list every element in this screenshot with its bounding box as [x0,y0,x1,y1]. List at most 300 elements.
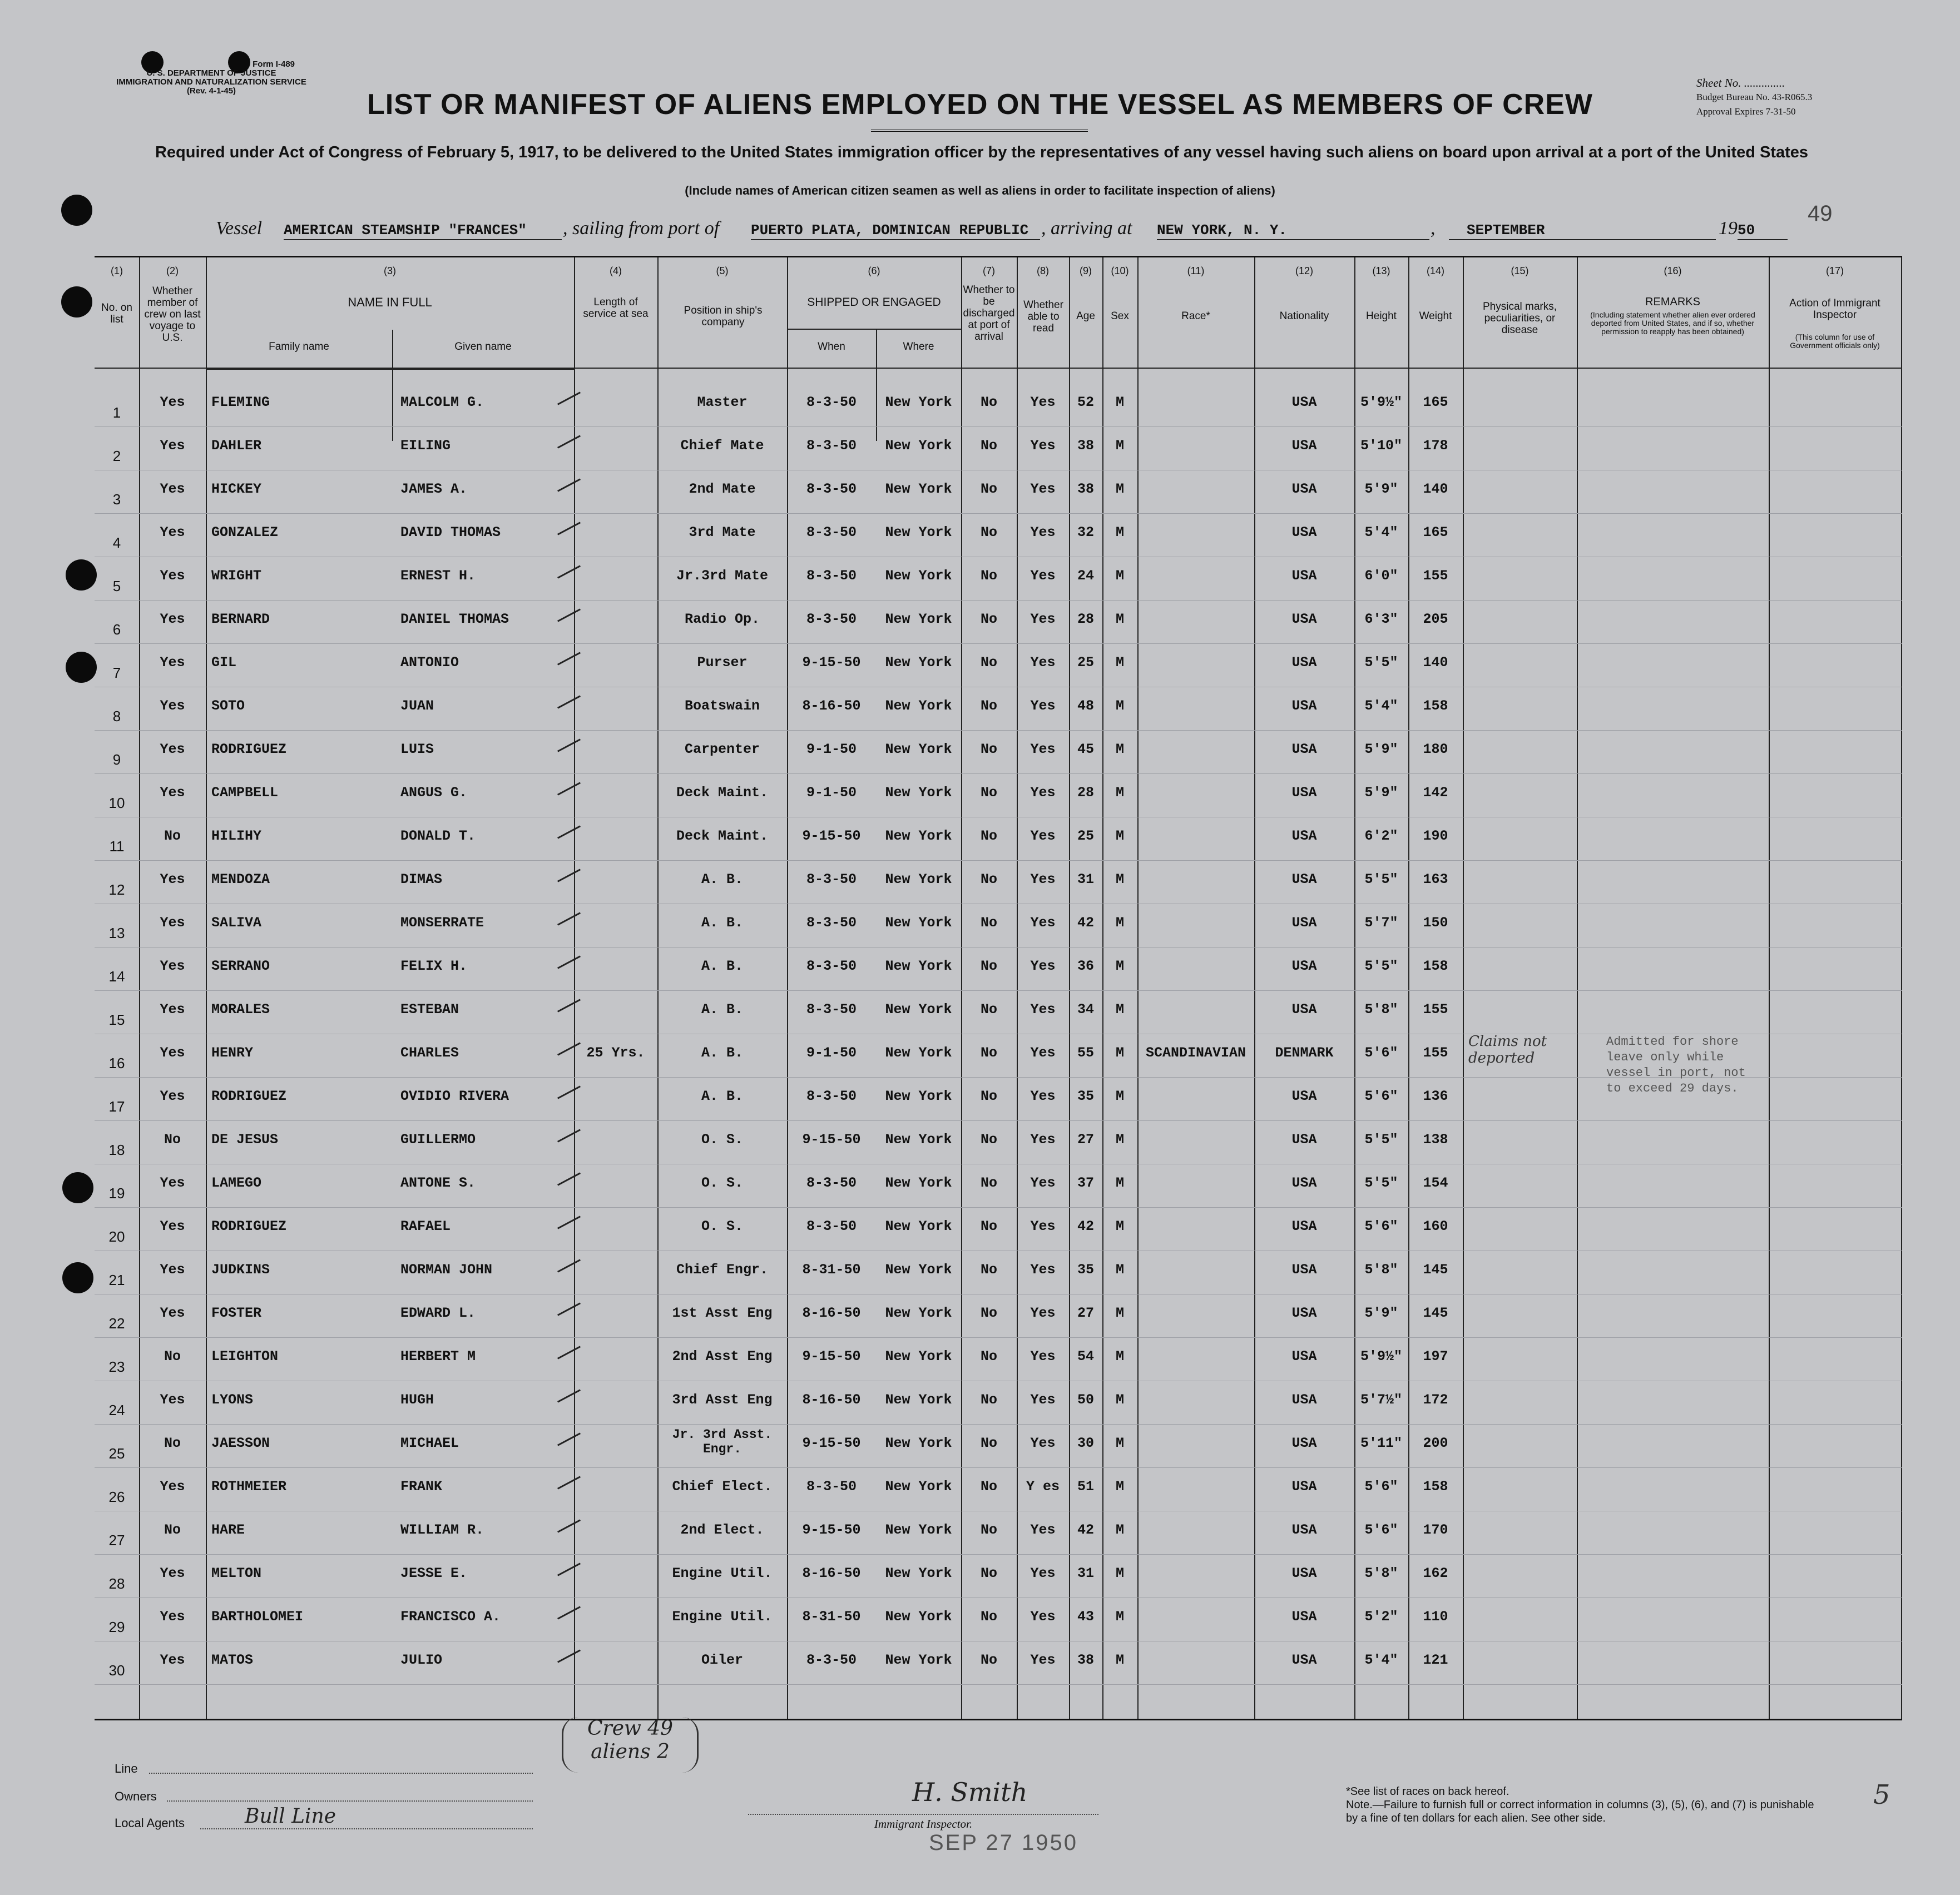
cell-read: Yes [1030,568,1056,584]
cell-age: 31 [1077,1565,1094,1581]
cell-prev: Yes [160,438,185,454]
cell-when: 8-3-50 [806,1652,857,1668]
cell-nat: USA [1291,654,1317,671]
budget-number: Budget Bureau No. 43-R065.3 [1696,92,1813,102]
row-guide-line [95,860,1902,861]
cell-no: 30 [108,1662,125,1679]
owners-field [167,1800,533,1802]
cell-sex: M [1115,394,1124,410]
table-row [95,429,1902,468]
cell-weight: 190 [1423,828,1448,844]
cell-disch: No [980,1348,997,1365]
header-age: Age [1076,310,1095,322]
row-guide-line [95,1337,1902,1338]
cell-where: New York [885,1088,952,1104]
cell-when: 9-15-50 [802,1522,861,1538]
cell-weight: 145 [1423,1262,1448,1278]
cell-sex: M [1115,698,1124,714]
cell-position: 1st Asst Eng [672,1305,773,1321]
year-field [1738,218,1788,240]
cell-sex: M [1115,1305,1124,1321]
sailing-label: , sailing from port of [563,218,720,239]
cell-position: Chief Mate [680,438,764,454]
cell-prev: Yes [160,1479,185,1495]
cell-where: New York [885,611,952,627]
cell-read: Yes [1030,785,1056,801]
cell-family: RODRIGUEZ [211,741,287,757]
cell-position: Engine Util. [672,1565,773,1581]
date-stamp: SEP 27 1950 [929,1830,1078,1855]
cell-height: 5'4" [1364,524,1398,540]
cell-given: EDWARD L. [400,1305,476,1321]
cell-where: New York [885,1479,952,1495]
table-row [95,1643,1902,1682]
cell-disch: No [980,1652,997,1668]
punch-hole [61,286,92,318]
cell-where: New York [885,1262,952,1278]
cell-disch: No [980,568,997,584]
cell-disch: No [980,1435,997,1451]
cell-read: Yes [1030,1132,1056,1148]
punch-hole [66,652,97,683]
cell-read: Yes [1030,741,1056,757]
cell-family: RODRIGUEZ [211,1088,287,1104]
race-footnote: *See list of races on back hereof. [1346,1785,1509,1798]
agents-field [200,1828,533,1829]
cell-position: O. S. [701,1132,743,1148]
cell-where: New York [885,1522,952,1538]
cell-family: GIL [211,654,237,671]
cell-height: 5'8" [1364,1262,1398,1278]
cell-given: DIMAS [400,871,443,887]
cell-given: GUILLERMO [400,1132,476,1148]
cell-given: MICHAEL [400,1435,459,1451]
cell-family: BERNARD [211,611,270,627]
handwritten-sheet-number: 49 [1808,201,1833,226]
cell-sex: M [1115,741,1124,757]
cell-height: 5'5" [1364,871,1398,887]
cell-family: LYONS [211,1392,254,1408]
cell-prev: Yes [160,1088,185,1104]
cell-prev: No [164,828,181,844]
cell-nat: USA [1291,1218,1317,1234]
cell-nat: USA [1291,1522,1317,1538]
cell-nat: USA [1291,438,1317,454]
row-guide-line [95,990,1902,991]
cell-family: SOTO [211,698,245,714]
cell-position: Boatswain [684,698,760,714]
table-row [95,1209,1902,1248]
cell-position: Radio Op. [684,611,760,627]
cell-weight: 150 [1423,915,1448,931]
cell-prev: Yes [160,1262,185,1278]
cell-family: WRIGHT [211,568,262,584]
cell-weight: 158 [1423,1479,1448,1495]
cell-read: Yes [1030,1609,1056,1625]
cell-where: New York [885,1045,952,1061]
title-rule [871,130,1088,132]
cell-no: 25 [108,1445,125,1462]
cell-disch: No [980,1522,997,1538]
cell-family: ROTHMEIER [211,1479,287,1495]
cell-service: 25 Yrs. [586,1045,645,1061]
vessel-name-field [284,218,562,240]
col-num-7: (7) [983,265,995,276]
table-row [95,949,1902,988]
month-field [1449,218,1716,240]
row-guide-line [95,1554,1902,1555]
cell-sex: M [1115,654,1124,671]
cell-position: A. B. [701,915,743,931]
cell-weight: 145 [1423,1305,1448,1321]
cell-no: 9 [112,751,121,768]
header-no-on-list: No. on list [101,302,132,325]
col-num-4: (4) [610,265,622,276]
cell-where: New York [885,481,952,497]
cell-read: Yes [1030,1652,1056,1668]
cell-sex: M [1115,1392,1124,1408]
cell-when: 8-3-50 [806,394,857,410]
cell-disch: No [980,611,997,627]
agents-label: Local Agents [115,1816,185,1830]
table-row [95,1513,1902,1552]
cell-nat: USA [1291,828,1317,844]
cell-disch: No [980,1045,997,1061]
cell-no: 7 [112,664,121,681]
cell-height: 5'7" [1364,915,1398,931]
cell-sex: M [1115,785,1124,801]
cell-where: New York [885,741,952,757]
cell-age: 30 [1077,1435,1094,1451]
cell-nat: USA [1291,785,1317,801]
cell-when: 8-3-50 [806,524,857,540]
cell-nat: USA [1291,481,1317,497]
cell-no: 12 [108,881,125,898]
cell-given: JUAN [400,698,434,714]
cell-nat: USA [1291,1305,1317,1321]
col-num-17: (17) [1825,265,1844,276]
cell-read: Yes [1030,915,1056,931]
cell-when: 9-1-50 [806,785,857,801]
cell-disch: No [980,438,997,454]
cell-prev: Yes [160,481,185,497]
cell-age: 32 [1077,524,1094,540]
cell-age: 24 [1077,568,1094,584]
cell-height: 5'6" [1364,1479,1398,1495]
arrival-port: NEW YORK, N. Y. [1157,222,1288,239]
subtitle: Required under Act of Congress of February 5, 1917, to be delivered to the United States immigration officer by the representatives of any vessel having such aliens on board upon arrival at a port of the United States [155,143,1809,161]
cell-given: LUIS [400,741,434,757]
header-nationality: Nationality [1279,310,1329,322]
cell-where: New York [885,1392,952,1408]
cell-where: New York [885,1001,952,1018]
table-row [95,1166,1902,1205]
cell-disch: No [980,741,997,757]
cell-nat: USA [1291,1262,1317,1278]
cell-disch: No [980,785,997,801]
cell-position: Master [697,394,748,410]
cell-when: 8-3-50 [806,871,857,887]
cell-weight: 180 [1423,741,1448,757]
cell-age: 31 [1077,871,1094,887]
cell-prev: No [164,1348,181,1365]
cell-when: 8-3-50 [806,1001,857,1018]
cell-no: 17 [108,1098,125,1115]
table-row [95,1296,1902,1335]
cell-where: New York [885,871,952,887]
cell-no: 20 [108,1228,125,1245]
cell-age: 27 [1077,1305,1094,1321]
cell-family: SALIVA [211,915,262,931]
header-where: Where [903,341,934,353]
cell-weight: 197 [1423,1348,1448,1365]
cell-age: 38 [1077,481,1094,497]
year-suffix: 50 [1738,222,1755,239]
cell-where: New York [885,568,952,584]
cell-where: New York [885,1132,952,1148]
cell-nat: USA [1291,1609,1317,1625]
cell-sex: M [1115,1218,1124,1234]
inspector-label: Immigrant Inspector. [874,1817,973,1830]
cell-age: 25 [1077,654,1094,671]
cell-given: ANTONIO [400,654,459,671]
cell-family: FOSTER [211,1305,262,1321]
cell-age: 38 [1077,1652,1094,1668]
cell-nat: USA [1291,741,1317,757]
cell-sex: M [1115,1522,1124,1538]
cell-sex: M [1115,828,1124,844]
cell-age: 28 [1077,785,1094,801]
cell-position: Jr.3rd Mate [676,568,769,584]
cell-sex: M [1115,1045,1124,1061]
cell-age: 35 [1077,1088,1094,1104]
cell-prev: Yes [160,1392,185,1408]
cell-weight: 142 [1423,785,1448,801]
table-row [95,906,1902,945]
cell-given: DANIEL THOMAS [400,611,509,627]
cell-prev: Yes [160,958,185,974]
row-guide-line [95,1424,1902,1425]
service-name: IMMIGRATION AND NATURALIZATION SERVICE [116,77,306,87]
cell-sex: M [1115,1435,1124,1451]
arrival-port-field [1157,218,1429,240]
arriving-label: , arriving at [1041,218,1132,239]
local-agent-signature: Bull Line [245,1805,336,1828]
cell-position: O. S. [701,1218,743,1234]
approval-expiry: Approval Expires 7-31-50 [1696,106,1796,117]
cell-weight: 140 [1423,654,1448,671]
cell-disch: No [980,394,997,410]
cell-when: 8-3-50 [806,568,857,584]
cell-no: 1 [112,404,121,421]
cell-where: New York [885,828,952,844]
cell-given: NORMAN JOHN [400,1262,493,1278]
cell-height: 5'11" [1360,1435,1402,1451]
cell-prev: Yes [160,1175,185,1191]
header-inspector-action: Action of Immigrant Inspector [1789,297,1880,321]
table-row [95,862,1902,901]
cell-prev: Yes [160,1045,185,1061]
owners-label: Owners [115,1789,157,1803]
cell-height: 6'2" [1364,828,1398,844]
cell-where: New York [885,1348,952,1365]
cell-nat: USA [1291,394,1317,410]
cell-prev: Yes [160,394,185,410]
cell-family: SERRANO [211,958,270,974]
cell-read: Yes [1030,1392,1056,1408]
cell-disch: No [980,871,997,887]
col-num-8: (8) [1037,265,1049,276]
cell-given: HERBERT M [400,1348,476,1365]
table-row [95,776,1902,815]
cell-age: 35 [1077,1262,1094,1278]
cell-sex: M [1115,1652,1124,1668]
cell-disch: No [980,1175,997,1191]
cell-height: 5'9" [1364,1305,1398,1321]
cell-given: HUGH [400,1392,434,1408]
cell-when: 8-16-50 [802,1305,861,1321]
vessel-name: AMERICAN STEAMSHIP "FRANCES" [284,222,527,239]
cell-sex: M [1115,871,1124,887]
cell-nat: USA [1291,958,1317,974]
cell-given: ANTONE S. [400,1175,476,1191]
cell-weight: 178 [1423,438,1448,454]
cell-prev: Yes [160,1305,185,1321]
cell-height: 5'8" [1364,1565,1398,1581]
cell-age: 38 [1077,438,1094,454]
cell-weight: 155 [1423,1045,1448,1061]
cell-given: DAVID THOMAS [400,524,501,540]
col-num-11: (11) [1187,265,1205,276]
cell-family: MENDOZA [211,871,270,887]
cell-nat: USA [1291,568,1317,584]
cell-read: Yes [1030,524,1056,540]
cell-no: 14 [108,968,125,985]
cell-given: JULIO [400,1652,443,1668]
table-row [95,385,1902,424]
cell-nat: USA [1291,698,1317,714]
cell-nat: USA [1291,871,1317,887]
table-row [95,1600,1902,1639]
cell-family: MORALES [211,1001,270,1018]
cell-weight: 165 [1423,524,1448,540]
cell-read: Yes [1030,698,1056,714]
col-num-12: (12) [1295,265,1313,276]
cell-read: Yes [1030,438,1056,454]
cell-given: JAMES A. [400,481,468,497]
cell-no: 29 [108,1619,125,1635]
cell-read: Yes [1030,1522,1056,1538]
cell-nat: USA [1291,611,1317,627]
cell-no: 18 [108,1142,125,1158]
cell-weight: 154 [1423,1175,1448,1191]
crew-count: Crew 49 [587,1717,674,1740]
cell-sex: M [1115,1088,1124,1104]
table-row [95,646,1902,684]
cell-when: 8-3-50 [806,481,857,497]
header-previous-voyage: Whether member of crew on last voyage to U.S. [144,285,201,344]
row-guide-line [95,426,1902,427]
cell-sex: M [1115,524,1124,540]
cell-no: 23 [108,1358,125,1375]
cell-sex: M [1115,1132,1124,1148]
header-given-name: Given name [454,341,512,353]
cell-where: New York [885,1652,952,1668]
table-row [95,602,1902,641]
cell-height: 6'0" [1364,568,1398,584]
aliens-count: aliens 2 [591,1740,670,1763]
cell-position: 2nd Mate [689,481,756,497]
cell-given: RAFAEL [400,1218,451,1234]
cell-weight: 140 [1423,481,1448,497]
col-num-10: (10) [1111,265,1129,276]
cell-where: New York [885,958,952,974]
punch-hole [62,1172,93,1203]
cell-position: Carpenter [684,741,760,757]
cell-prev: Yes [160,568,185,584]
cell-read: Yes [1030,1088,1056,1104]
header-sex: Sex [1111,310,1129,322]
cell-height: 5'7½" [1360,1392,1402,1408]
cell-age: 51 [1077,1479,1094,1495]
cell-weight: 205 [1423,611,1448,627]
cell-no: 13 [108,925,125,941]
col-num-6: (6) [868,265,880,276]
cell-disch: No [980,698,997,714]
table-row [95,1253,1902,1292]
cell-where: New York [885,654,952,671]
table-row [95,1123,1902,1162]
cell-position: Engine Util. [672,1609,773,1625]
cell-height: 5'2" [1364,1609,1398,1625]
departure-port: PUERTO PLATA, DOMINICAN REPUBLIC [751,222,1029,239]
cell-given: EILING [400,438,451,454]
cell-read: Yes [1030,1262,1056,1278]
cell-age: 27 [1077,1132,1094,1148]
table-row [95,1426,1902,1465]
cell-when: 8-3-50 [806,958,857,974]
header-inspector-note: (This column for use of Government officials only) [1790,333,1880,350]
cell-sex: M [1115,1609,1124,1625]
cell-given: MALCOLM G. [400,394,484,410]
header-able-to-read: Whether able to read [1023,299,1063,334]
col-num-13: (13) [1372,265,1390,276]
cell-nat: USA [1291,524,1317,540]
cell-age: 55 [1077,1045,1094,1061]
cell-when: 8-3-50 [806,1175,857,1191]
cell-age: 45 [1077,741,1094,757]
cell-read: Yes [1030,871,1056,887]
cell-no: 15 [108,1011,125,1028]
cell-prev: Yes [160,611,185,627]
cell-position: A. B. [701,1088,743,1104]
cell-no: 11 [109,838,125,855]
cell-disch: No [980,654,997,671]
inspector-signature: H. Smith [912,1777,1028,1807]
cell-family: LAMEGO [211,1175,262,1191]
cell-disch: No [980,524,997,540]
cell-nat: USA [1291,1652,1317,1668]
cell-read: Yes [1030,1001,1056,1018]
cell-height: 5'5" [1364,1132,1398,1148]
cell-weight: 160 [1423,1218,1448,1234]
header-race: Race* [1181,310,1210,322]
table-row [95,993,1902,1031]
page-title: LIST OR MANIFEST OF ALIENS EMPLOYED ON THE VESSEL AS MEMBERS OF CREW [367,88,1593,121]
table-row [95,1470,1902,1509]
cell-nat: USA [1291,1001,1317,1018]
cell-weight: 136 [1423,1088,1448,1104]
